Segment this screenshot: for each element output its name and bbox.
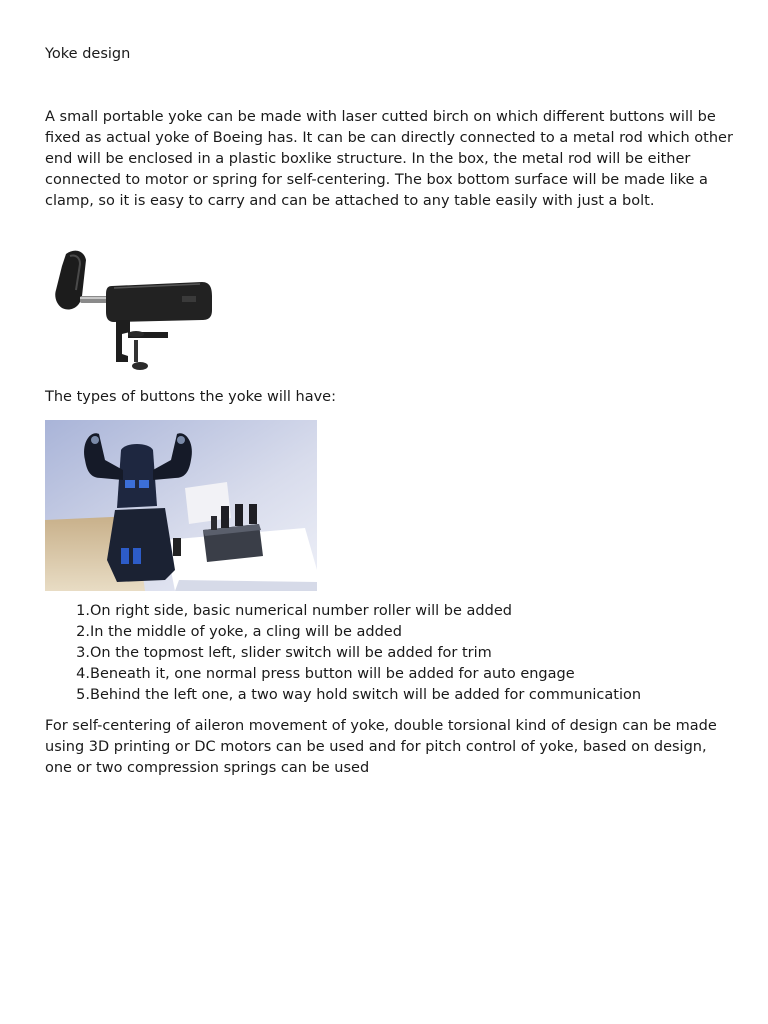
list-item xyxy=(45,664,735,685)
list-item-text: On right side, basic numerical number roller will be added xyxy=(90,603,512,619)
closing-paragraph: For self-centering of aileron movement of yoke, double torsional kind of design can be made using 3D printing or DC motors can be used and for pitch control of yoke, based on design, one or two compression springs can be used xyxy=(45,718,717,776)
list-item-number: 5. xyxy=(76,687,90,703)
document-title: Yoke design xyxy=(45,46,131,62)
list-item-text: Beneath it, one normal press button will be added for auto engage xyxy=(90,666,575,682)
list-item-number: 2. xyxy=(76,624,90,640)
button-types-list xyxy=(45,601,735,706)
intro-paragraph: A small portable yoke can be made with laser cutted birch on which different buttons will be fixed as actual yoke of Boeing has. It can be can directly connected to a metal rod which other end will be enclosed in a plastic boxlike structure. In the box, the metal rod will be either connected to motor or spring for self-centering. The box bottom surface will be made like a clamp, so it is easy to carry and can be attached to any table easily with just a bolt. xyxy=(45,109,733,209)
list-item-text: In the middle of yoke, a cling will be added xyxy=(90,624,402,640)
buttons-heading: The types of buttons the yoke will have: xyxy=(45,389,336,405)
portable-yoke-image xyxy=(52,246,214,376)
list-item-number: 4. xyxy=(76,666,90,682)
list-item-number: 1. xyxy=(76,603,90,619)
list-item xyxy=(45,685,735,706)
list-item xyxy=(45,622,735,643)
yoke-and-throttle-image xyxy=(45,420,317,591)
list-item-text: On the topmost left, slider switch will be added for trim xyxy=(90,645,492,661)
list-item xyxy=(45,601,735,622)
list-item-text: Behind the left one, a two way hold switch will be added for communication xyxy=(90,687,642,703)
list-item-number: 3. xyxy=(76,645,90,661)
list-item xyxy=(45,643,735,664)
